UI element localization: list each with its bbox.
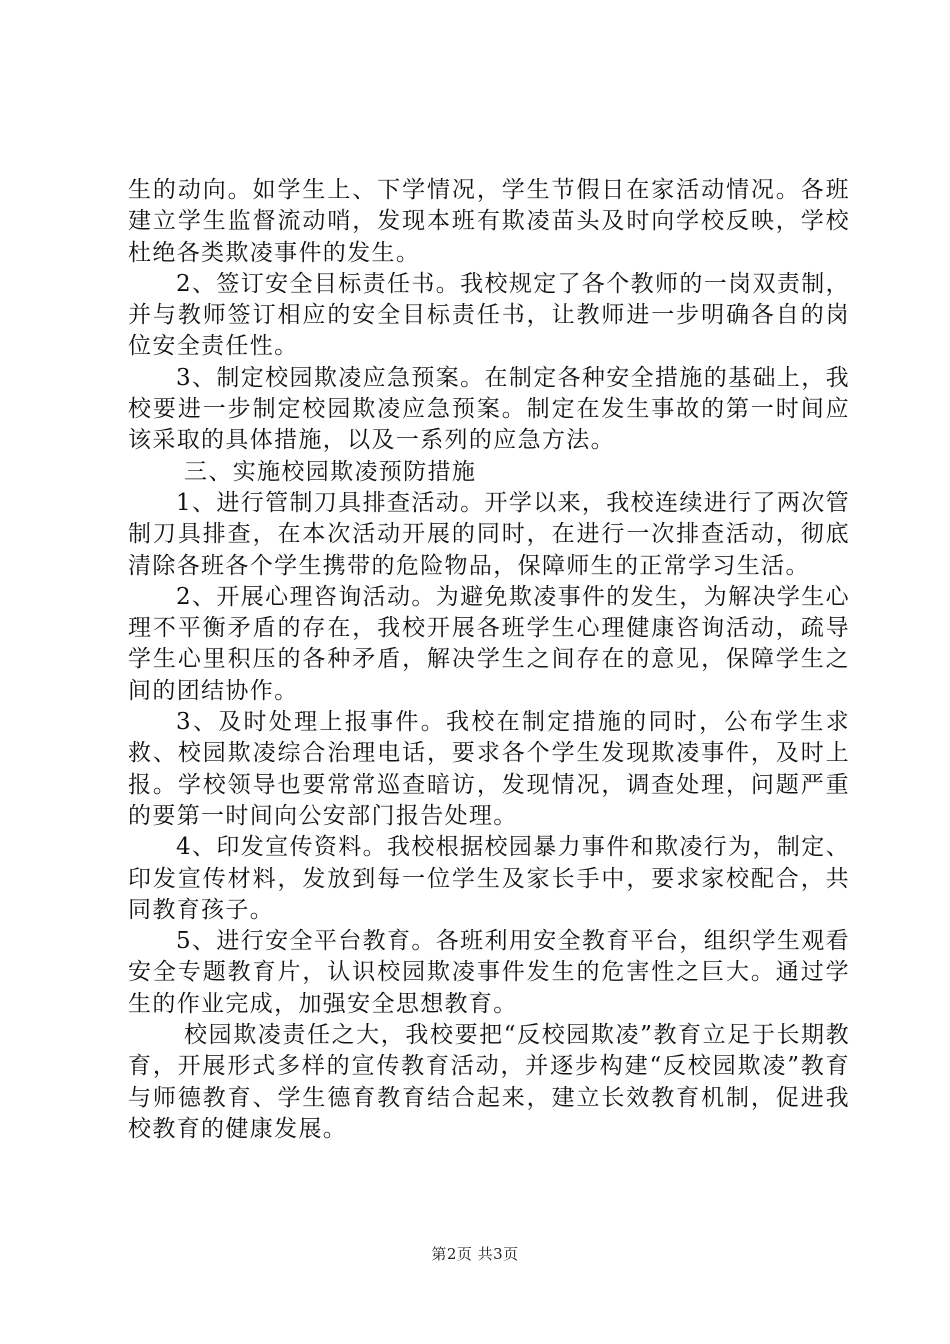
paragraph-item-3-reporting: 3、及时处理上报事件。我校在制定措施的同时，公布学生求救、校园欺凌综合治理电话，要求各个学生发现欺凌事件，及时上报。学校领导也要常常巡查暗访，发现情况，调查处理，问题严重的要第一时间向公安部门报告处理。 — [128, 709, 850, 829]
document-body — [128, 175, 850, 1145]
page-footer: 第2页 共3页 — [431, 1245, 519, 1263]
paragraph-item-2-counseling: 2、开展心理咨询活动。为避免欺凌事件的发生，为解决学生心理不平衡矛盾的存在，我校开展各班学生心理健康咨询活动，疏导学生心里积压的各种矛盾，解决学生之间存在的意见，保障学生之间的团结协作。 — [128, 583, 850, 704]
section-heading-prevention-measures: 三、实施校园欺凌预防措施 — [184, 458, 477, 485]
paragraph-item-4-publicity: 4、印发宣传资料。我校根据校园暴力事件和欺凌行为，制定、印发宣传材料，发放到每一位学生及家长手中，要求家校配合，共同教育孩子。 — [128, 834, 850, 923]
paragraph-item-3-emergency-plan: 3、制定校园欺凌应急预案。在制定各种安全措施的基础上，我校要进一步制定校园欺凌应急预案。制定在发生事故的第一时间应该采取的具体措施，以及一系列的应急方法。 — [128, 364, 850, 454]
paragraph-continuation: 生的动向。如学生上、下学情况，学生节假日在家活动情况。各班建立学生监督流动哨，发现本班有欺凌苗头及时向学校反映，学校杜绝各类欺凌事件的发生。 — [128, 177, 850, 266]
paragraph-item-5-safety-platform: 5、进行安全平台教育。各班利用安全教育平台，组织学生观看安全专题教育片，认识校园欺凌事件发生的危害性之巨大。通过学生的作业完成，加强安全思想教育。 — [128, 928, 850, 1017]
paragraph-item-1-knife-inspection: 1、进行管制刀具排查活动。开学以来，我校连续进行了两次管制刀具排查，在本次活动开展的同时，在进行一次排查活动，彻底清除各班各个学生携带的危险物品，保障师生的正常学习生活。 — [128, 489, 850, 579]
paragraph-conclusion: 校园欺凌责任之大，我校要把“反校园欺凌”教育立足于长期教育，开展形式多样的宣传教育活动，并逐步构建“反校园欺凌”教育与师德教育、学生德育教育结合起来，建立长效教育机制，促进我校教育的健康发展。 — [128, 1022, 850, 1142]
paragraph-item-2-responsibility: 2、签订安全目标责任书。我校规定了各个教师的一岗双责制，并与教师签订相应的安全目标责任书，让教师进一步明确各自的岗位安全责任性。 — [128, 270, 850, 360]
